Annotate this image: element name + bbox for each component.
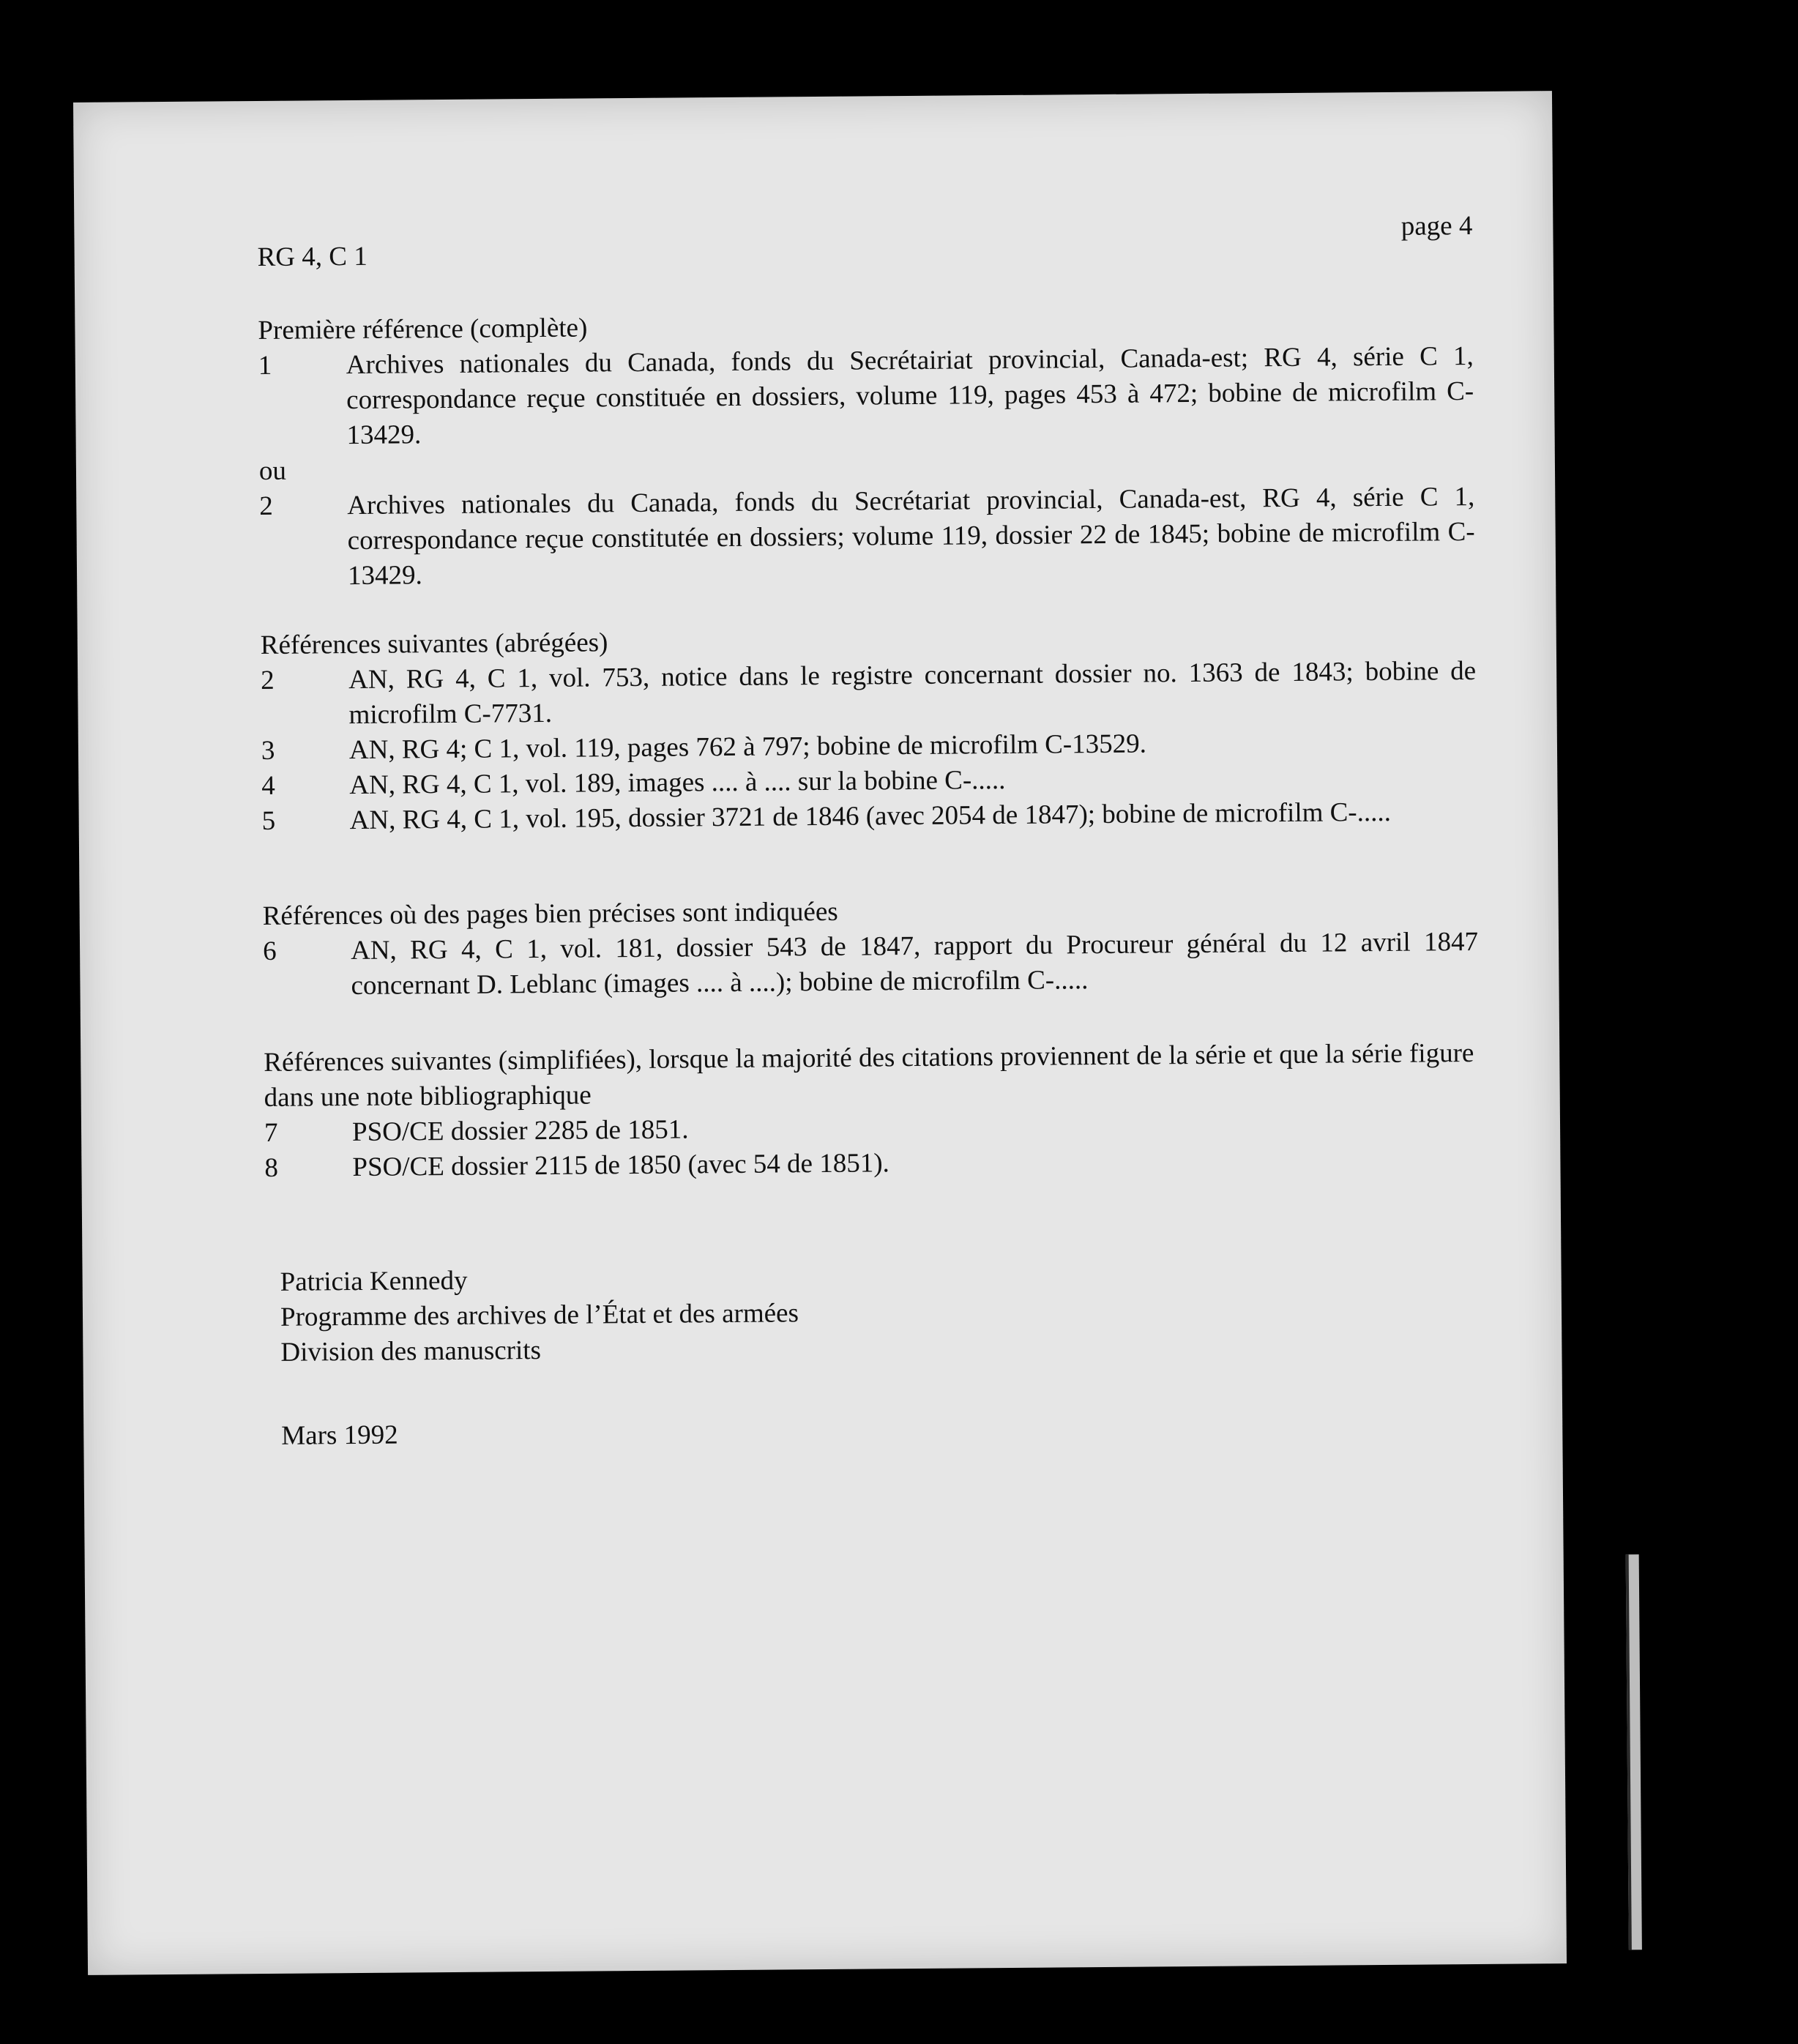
signature-block: [280, 1258, 1159, 1370]
entry-number: 3: [261, 735, 275, 766]
reference-entry: [259, 480, 1475, 594]
program-name: Programme des archives de l’État et des armées: [280, 1298, 799, 1332]
page-number: page 4: [1400, 210, 1473, 242]
author-name: Patricia Kennedy: [280, 1265, 468, 1297]
section-following-references: [261, 619, 1477, 839]
entry-number: 4: [261, 770, 276, 802]
section-simplified-references: [264, 1036, 1480, 1186]
section-first-reference: [258, 304, 1475, 594]
division-name: Division des manuscrits: [280, 1335, 542, 1368]
entry-number: 2: [261, 665, 275, 696]
page-content: [257, 210, 1479, 1451]
reference-entry: [258, 339, 1474, 454]
section-precise-pages: [263, 889, 1479, 1004]
entry-text: PSO/CE dossier 2285 de 1851.: [351, 1114, 689, 1148]
section-title: Références suivantes (simplifiées), lorsque la majorité des citations proviennent de la série et que la série figure dans une note bibliographique: [264, 1038, 1474, 1113]
entry-text: AN, RG 4; C 1, vol. 119, pages 762 à 797; bobine de microfilm C-13529.: [348, 728, 1147, 766]
reference-entry: [261, 654, 1477, 734]
entry-text: AN, RG 4, C 1, vol. 195, dossier 3721 de 1846 (avec 2054 de 1847); bobine de microfilm C-.....: [349, 797, 1392, 836]
entry-text: AN, RG 4, C 1, vol. 753, notice dans le registre concernant dossier no. 1363 de 1843; bobine de microfilm C-7731.: [348, 655, 1477, 731]
document-date: Mars 1992: [281, 1420, 398, 1451]
section-title: Références suivantes (abrégées): [260, 627, 608, 661]
section-title: Première référence (complète): [258, 313, 588, 346]
document-page: [73, 91, 1567, 1975]
entry-number: 5: [261, 805, 276, 837]
entry-number: 6: [262, 936, 277, 967]
entry-text: AN, RG 4, C 1, vol. 189, images .... à .... sur la bobine C-.....: [349, 765, 1006, 801]
entry-text: PSO/CE dossier 2115 de 1850 (avec 54 de 1851).: [352, 1148, 889, 1183]
section-title: Références où des pages bien précises sont indiquées: [262, 896, 838, 932]
entry-number: 1: [258, 350, 272, 381]
series-reference: RG 4, C 1: [257, 241, 368, 273]
entry-text: AN, RG 4, C 1, vol. 181, dossier 543 de 1847, rapport du Procureur général du 12 avril 1847 concernant D. Leblanc (images .... à ....); bobine de microfilm C-.....: [350, 926, 1479, 1002]
entry-number: 2: [259, 491, 273, 522]
reference-entry: [263, 925, 1479, 1004]
entry-text: Archives nationales du Canada, fonds du Secrétairiat provincial, Canada-est; RG 4, série C 1, correspondance reçue constituée en dossiers, volume 119, pages 453 à 472; bobine de microfilm C-13429.: [346, 340, 1474, 451]
page-edge-shadow: [1626, 1554, 1642, 1950]
entry-number: 7: [264, 1117, 278, 1148]
entry-number: 8: [264, 1152, 279, 1183]
entry-text: Archives nationales du Canada, fonds du Secrétariat provincial, Canada-est, RG 4, série C 1, correspondance reçue constitutée en dossiers; volume 119, dossier 22 de 1845; bobine de microfilm C-13429.: [347, 481, 1475, 592]
connector-word: ou: [258, 455, 287, 487]
